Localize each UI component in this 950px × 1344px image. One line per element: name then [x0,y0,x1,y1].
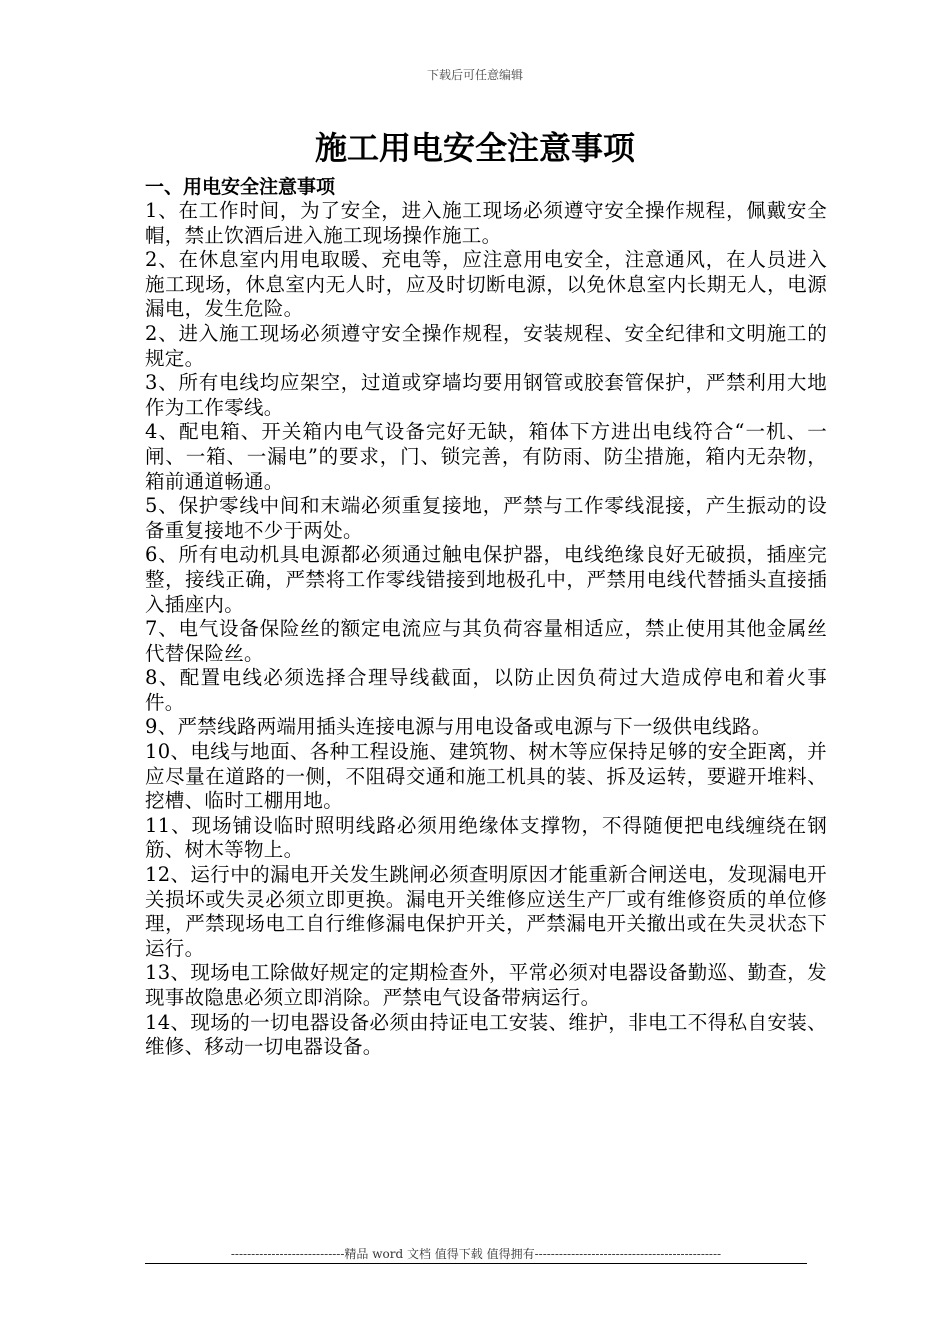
paragraph-1: 1、在工作时间，为了安全，进入施工现场必须遵守安全操作规程，佩戴安全帽，禁止饮酒后进入施工现场操作施工。 [145,199,827,247]
document-body [145,176,827,1060]
paragraph-8: 7、电气设备保险丝的额定电流应与其负荷容量相适应，禁止使用其他金属丝代替保险丝。 [145,617,827,665]
paragraph-5: 4、配电箱、开关箱内电气设备完好无缺，箱体下方进出电线符合“一机、一闸、一箱、一漏电”的要求，门、锁完善，有防雨、防尘措施，箱内无杂物，箱前通道畅通。 [145,420,827,493]
paragraph-15: 14、现场的一切电器设备必须由持证电工安装、维护，非电工不得私自安装、维修、移动一切电器设备。 [145,1010,827,1059]
paragraph-14: 13、现场电工除做好规定的定期检查外，平常必须对电器设备勤巡、勤查，发现事故隐患必须立即消除。严禁电气设备带病运行。 [145,961,827,1009]
paragraph-4: 3、所有电线均应架空，过道或穿墙均要用钢管或胶套管保护，严禁利用大地作为工作零线。 [145,371,827,419]
paragraph-11: 10、电线与地面、各种工程设施、建筑物、树木等应保持足够的安全距离，并应尽量在道路的一侧，不阻碍交通和施工机具的装、拆及运转，要避开堆料、挖槽、临时工棚用地。 [145,740,827,813]
page-footer-text: ----------------------------精品 word 文档 值得下载 值得拥有---------------------------------------------- [230,1247,722,1261]
document-title: 施工用电安全注意事项 [314,129,635,167]
paragraph-7: 6、所有电动机具电源都必须通过触电保护器，电线绝缘良好无破损，插座完整，接线正确，严禁将工作零线错接到地极孔中，严禁用电线代替插头直接插入插座内。 [145,543,827,616]
paragraph-3: 2、进入施工现场必须遵守安全操作规程，安装规程、安全纪律和文明施工的规定。 [145,321,827,370]
paragraph-2: 2、在休息室内用电取暖、充电等，应注意用电安全，注意通风，在人员进入施工现场，休息室内无人时，应及时切断电源，以免休息室内长期无人，电源漏电，发生危险。 [145,248,827,321]
footer-divider [145,1263,807,1264]
paragraph-12: 11、现场铺设临时照明线路必须用绝缘体支撑物，不得随便把电线缠绕在钢筋、树木等物上。 [145,813,827,862]
paragraph-13: 12、运行中的漏电开关发生跳闸必须查明原因才能重新合闸送电，发现漏电开关损坏或失灵必须立即更换。漏电开关维修应送生产厂或有维修资质的单位修理，严禁现场电工自行维修漏电保护开关，严禁漏电开关撤出或在失灵状态下运行。 [145,863,827,960]
page-header-note: 下载后可任意编辑 [426,68,523,82]
paragraph-9: 8、配置电线必须选择合理导线截面，以防止因负荷过大造成停电和着火事件。 [145,666,827,714]
paragraph-10: 9、严禁线路两端用插头连接电源与用电设备或电源与下一级供电线路。 [145,715,772,739]
paragraph-6: 5、保护零线中间和末端必须重复接地，严禁与工作零线混接，产生振动的设备重复接地不少于两处。 [145,494,827,542]
section-heading: 一、用电安全注意事项 [145,176,336,198]
